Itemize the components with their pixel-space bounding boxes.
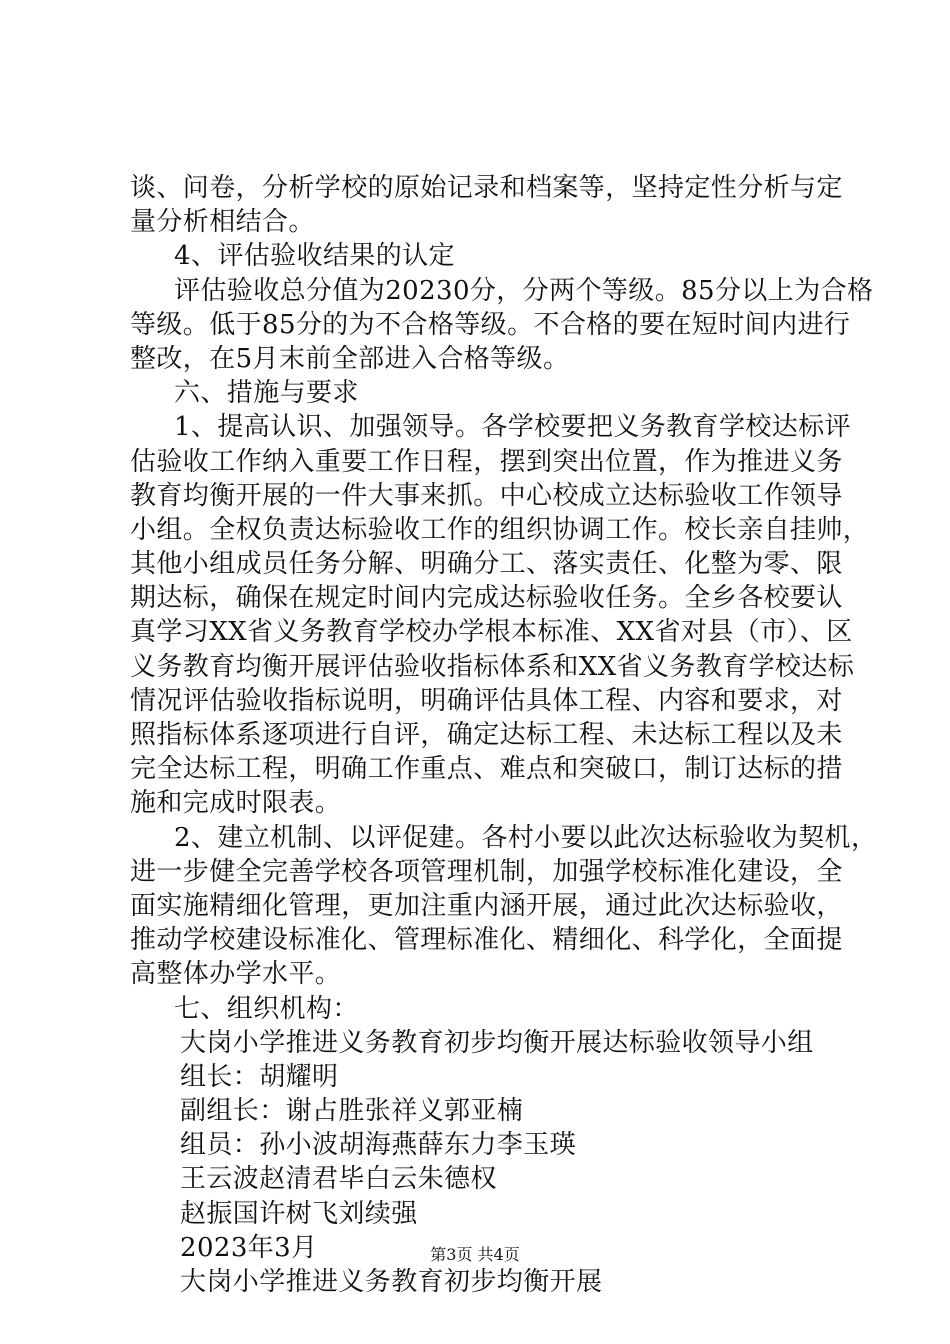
text-line: 估验收工作纳入重要工作日程，摆到突出位置，作为推进义务 — [130, 446, 843, 477]
text-line: 等级。低于85分的为不合格等级。不合格的要在短时间内进行 — [130, 309, 851, 340]
document-body — [130, 171, 878, 1299]
text-line: 施和完成时限表。 — [130, 788, 342, 819]
text-line: 量分析相结合。 — [130, 207, 315, 238]
section-heading: 七、组织机构： — [174, 993, 359, 1024]
group-members: 赵振国许树飞刘续强 — [180, 1198, 418, 1229]
text-line: 进一步健全完善学校各项管理机制，加强学校标准化建设，全 — [130, 856, 843, 887]
group-title: 大岗小学推进义务教育初步均衡开展达标验收领导小组 — [180, 1027, 814, 1058]
text-line: 真学习XX省义务教育学校办学根本标准、XX省对县（市）、区 — [130, 617, 853, 648]
text-line: 教育均衡开展的一件大事来抓。中心校成立达标验收工作领导 — [130, 480, 843, 511]
text-line: 整改，在5月末前全部进入合格等级。 — [130, 343, 570, 374]
text-line: 情况评估验收指标说明，明确评估具体工程、内容和要求，对 — [130, 685, 843, 716]
text-line: 照指标体系逐项进行自评，确定达标工程、未达标工程以及未 — [130, 720, 843, 750]
page-footer: 第3页 共4页 — [430, 1245, 520, 1264]
text-line: 2、建立机制、以评促建。各村小要以此次达标验收为契机， — [174, 822, 878, 853]
section-heading: 六、措施与要求 — [174, 378, 359, 409]
text-line: 高整体办学水平。 — [130, 959, 342, 990]
text-line: 其他小组成员任务分解、明确分工、落实责任、化整为零、限 — [130, 549, 843, 580]
text-line: 谈、问卷，分析学校的原始记录和档案等，坚持定性分析与定 — [130, 173, 843, 203]
text-line: 推动学校建设标准化、管理标准化、精细化、科学化，全面提 — [130, 925, 843, 956]
next-title: 大岗小学推进义务教育初步均衡开展 — [180, 1267, 603, 1297]
group-members: 组员：孙小波胡海燕薛东力李玉瑛 — [180, 1130, 577, 1161]
group-leader: 组长：胡耀明 — [180, 1061, 339, 1092]
text-line: 义务教育均衡开展评估验收指标体系和XX省义务教育学校达标 — [130, 651, 855, 682]
text-line: 小组。全权负责达标验收工作的组织协调工作。校长亲自挂帅， — [130, 514, 870, 545]
text-line: 1、提高认识、加强领导。各学校要把义务教育学校达标评 — [174, 412, 851, 443]
text-line: 评估验收总分值为20230分，分两个等级。85分以上为合格 — [174, 275, 874, 306]
group-deputy-leaders: 副组长：谢占胜张祥义郭亚楠 — [180, 1096, 524, 1127]
text-line: 完全达标工程，明确工作重点、难点和突破口，制订达标的措 — [130, 754, 843, 785]
section-heading: 4、评估验收结果的认定 — [174, 241, 455, 272]
group-members: 王云波赵清君毕白云朱德权 — [180, 1164, 497, 1195]
text-line: 期达标，确保在规定时间内完成达标验收任务。全乡各校要认 — [130, 583, 843, 614]
document-date: 2023年3月 — [180, 1232, 318, 1263]
text-line: 面实施精细化管理，更加注重内涵开展，通过此次达标验收， — [130, 890, 843, 921]
